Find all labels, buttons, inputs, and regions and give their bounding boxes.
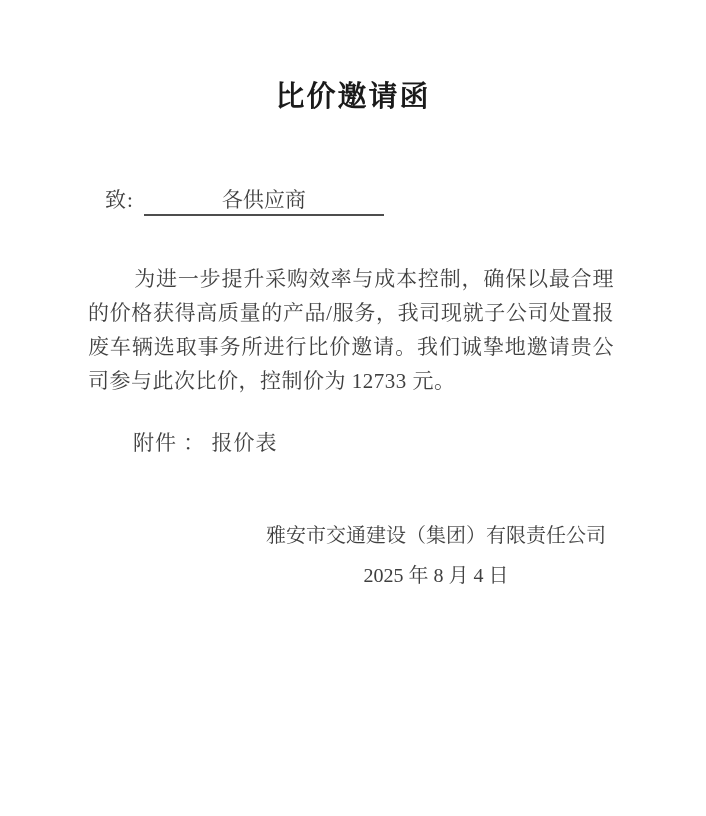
signature-block (266, 516, 606, 596)
signature-date: 2025 年 8 月 4 日 (363, 565, 509, 587)
letter-title: 比价邀请函 (275, 81, 431, 113)
company-name: 雅安市交通建设（集团）有限责任公司 (266, 525, 606, 547)
salutation-line (105, 187, 706, 216)
recipient-name: 各供应商 (221, 188, 306, 212)
attachment-line: 附件 ： 报价表 (133, 431, 278, 455)
recipient-underline-field (144, 187, 384, 216)
body-paragraph: 为进一步提升采购效率与成本控制，确保以最合理的价格获得高质量的产品/服务，我司现就子公司处置报废车辆选取事务所进行比价邀请。我们诚挚地邀请贵公司参与此次比价，控制价为 12733 元。 (88, 267, 614, 393)
salutation-label: 致: (105, 188, 134, 212)
